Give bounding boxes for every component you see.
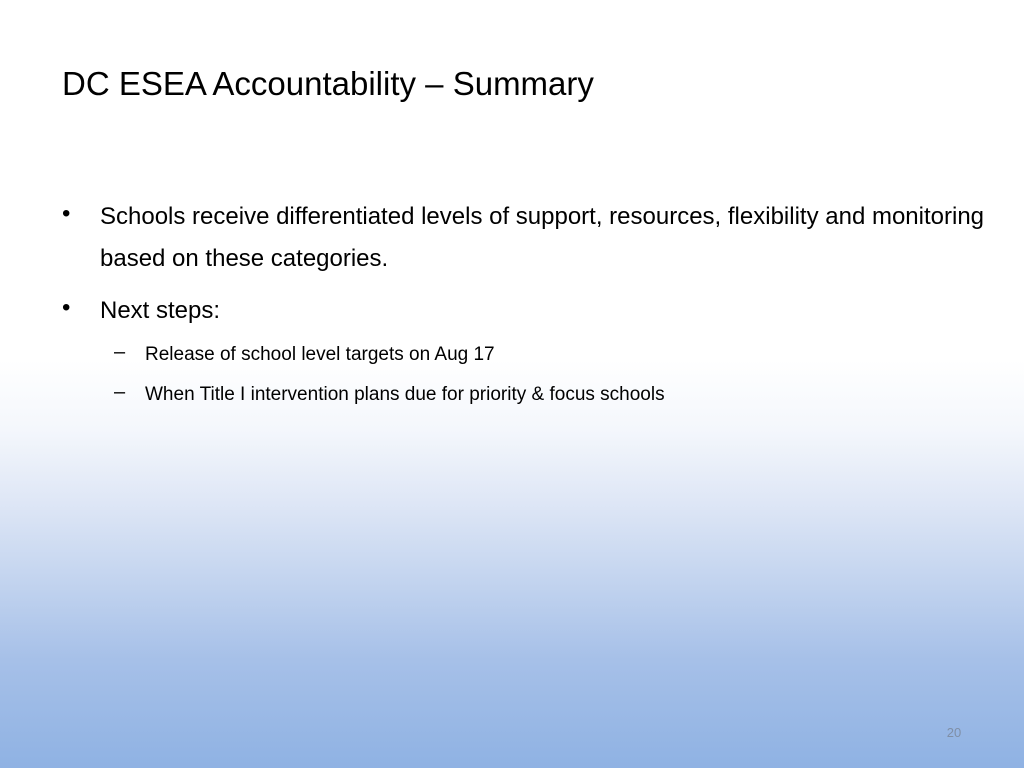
bullet-marker: • — [62, 294, 71, 321]
sub-bullet-text: Release of school level targets on Aug 17 — [145, 344, 495, 365]
sub-bullet-marker: – — [114, 341, 126, 363]
page-number: 20 — [946, 725, 962, 740]
bullet-text: Next steps: — [100, 297, 221, 324]
sub-bullet-item — [62, 382, 992, 408]
sub-bullet-item — [62, 342, 992, 368]
bullet-item — [62, 196, 992, 280]
sub-bullet-list — [62, 342, 992, 408]
slide-body — [62, 196, 992, 422]
bullet-marker: • — [62, 200, 71, 227]
bullet-text: Schools receive differentiated levels of support, resources, flexibility and monitoring based on these categories. — [100, 203, 985, 272]
bullet-item — [62, 290, 992, 332]
sub-bullet-text: When Title I intervention plans due for priority & focus schools — [145, 384, 665, 405]
slide-title: DC ESEA Accountability – Summary — [62, 65, 594, 102]
sub-bullet-marker: – — [114, 381, 126, 403]
